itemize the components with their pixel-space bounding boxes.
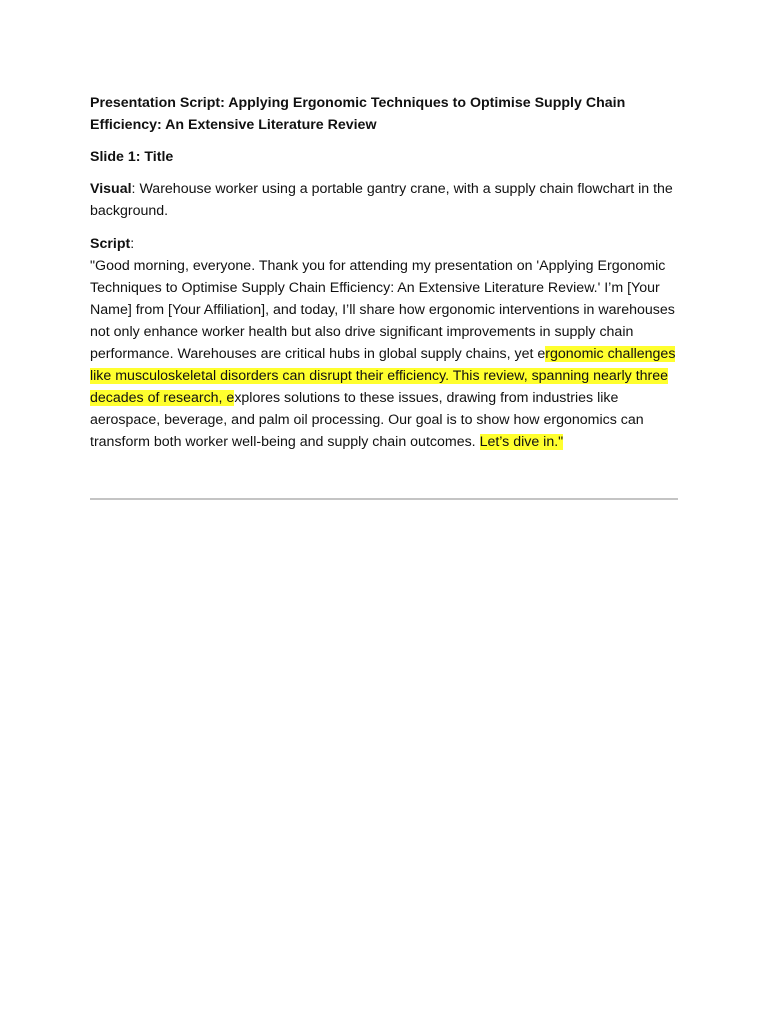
- highlighted-text-2: Let’s dive in.": [479, 434, 564, 450]
- document-title: Presentation Script: Applying Ergonomic Techniques to Optimise Supply Chain Efficiency: An Extensive Literature Review: [90, 95, 626, 133]
- visual-separator: :: [131, 181, 140, 197]
- highlighted-text-1: rgonomic challenges like musculoskeletal disorders can disrupt their efficiency. This review, spanning nearly three decades of research, e: [90, 346, 676, 406]
- script-label: Script: [90, 236, 131, 252]
- script-section: [90, 233, 680, 453]
- horizontal-divider: [90, 498, 678, 500]
- slide-heading: Slide 1: Title: [90, 149, 174, 165]
- script-text-part-2: xplores solutions to these issues, drawing from industries like aerospace, beverage, and palm oil processing. Our goal is to show how ergonomics can transform both worker well-being and supply chain outcomes.: [90, 390, 644, 450]
- visual-paragraph: [90, 178, 680, 222]
- script-separator: :: [130, 236, 135, 252]
- script-text: [90, 255, 680, 453]
- visual-label: Visual: [90, 181, 132, 197]
- script-heading: [90, 233, 680, 255]
- document-page: [90, 92, 680, 453]
- script-text-part-1: "Good morning, everyone. Thank you for attending my presentation on 'Applying Ergonomic Techniques to Optimise Supply Chain Efficiency: An Extensive Literature Review.' I’m [Your Name] from [Your Affiliation], and today, I’ll share how ergonomic interventions in warehouses not only enhance worker health but also drive significant improvements in supply chain performance. Warehouses are critical hubs in global supply chains, yet e: [90, 258, 675, 362]
- visual-text: Warehouse worker using a portable gantry crane, with a supply chain flowchart in the background.: [90, 181, 673, 219]
